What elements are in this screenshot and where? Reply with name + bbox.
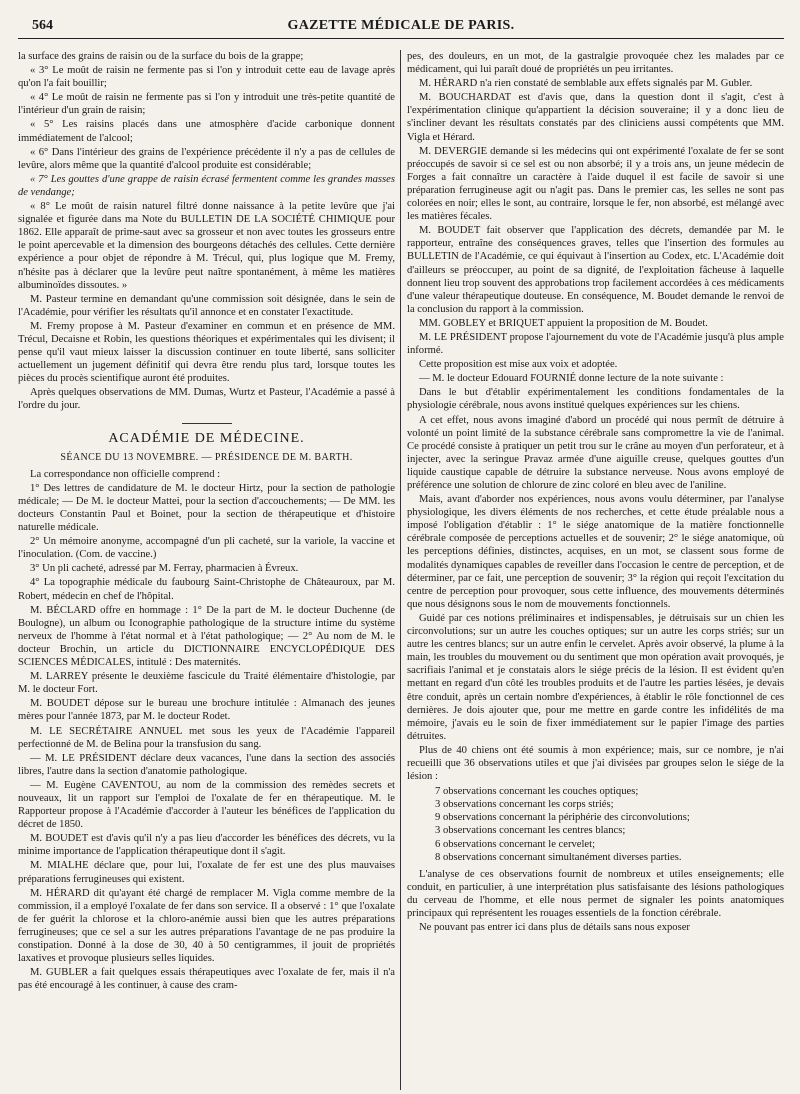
paragraph: — M. le docteur Edouard FOURNIÉ donne lecture de la note suivante : xyxy=(419,373,724,385)
list-item: 3 observations concernant les centres blancs; xyxy=(435,825,626,837)
paragraph: Cette proposition est mise aux voix et adoptée. xyxy=(419,359,618,371)
section-title: ACADÉMIE DE MÉDECINE. xyxy=(108,430,305,446)
paragraph: Après quelques observations de MM. Dumas, Wurtz et Pasteur, l'Académie a passé à l'ordre du jour. xyxy=(18,387,395,412)
paragraph: M. GUBLER a fait quelques essais thérapeutiques avec l'oxalate de fer, mais il n'a pas été encouragé à les continuer, à cause des cram- xyxy=(18,967,395,992)
paragraph: Ne pouvant pas entrer ici dans plus de détails sans nous exposer xyxy=(419,922,690,934)
paragraph: Plus de 40 chiens ont été soumis à mon expérience; mais, sur ce nombre, je n'ai recueilli que 36 observations utiles et que j'ai divisées par groupes selon le siége de la lésion : xyxy=(407,744,784,783)
paragraph: La correspondance non officielle comprend : xyxy=(30,468,221,480)
paragraph: M. HÉRARD dit qu'ayant été chargé de remplacer M. Vigla comme membre de la commission, il a employé l'oxalate de fer dans son service. Il a observé : 1° que l'oxalate de fer guérit la chlorose et la chloro-anémie aussi bien que les autres préparations ferrugineuses; que ce sel a sur les autres préparations l'avantage de ne pas produire la constipation. Donné à la dose de 30, 40 à 50 centigrammes, il jouit de propriétés laxatives et provoque plusieurs selles liquides. xyxy=(18,887,395,965)
paragraph: Guidé par ces notions préliminaires et indispensables, je détruisais sur un chien les circonvolutions; sur un autre les couches optiques; sur un autre les corps striés; sur un autre les centres blancs; sur un autre enfin le cervelet. Après avoir observé, la plume à la main, les troubles du mouvement ou du sentiment que mon opération avait provoqués, je sacrifiais l'animal et je constatais alors le siége précis de la lésion. Il est évident qu'en mettant en regard d'un côté les troubles produits et de l'autre les parties lésées, je devais être conduit, après un certain nombre d'expériences, à établir le rôle fonctionnel de ces dernières. Je dois ajouter que, pour me mettre en garde contre les infidélités de ma mémoire, j'avais eu le soin de fixer immédiatement sur le papier l'image des parties détruites. xyxy=(407,612,784,742)
session-heading: SÉANCE DU 13 NOVEMBRE. — PRÉSIDENCE DE M. BARTH. xyxy=(60,451,353,463)
paragraph: M. BÉCLARD offre en hommage : 1° De la part de M. le docteur Duchenne (de Boulogne), un album ou Iconographie pathologique de la structure intime du système nerveux de l'homme à l'état normal et à l'état pathologique; — 2° Au nom de M. le docteur Brochin, un article du DICTIONNAIRE ENCYCLOPÉDIQUE DES SCIENCES MÉDICALES, intitulé : Des maternités. xyxy=(18,604,395,669)
paragraph: M. BOUCHARDAT est d'avis que, dans la question dont il s'agit, c'est à l'expérimentation clinique qu'appartient la décision souveraine; il y a donc lieu de s'incliner devant les résultats constatés par des cliniciens aussi compétents que MM. Vigla et Hérard. xyxy=(407,92,784,143)
paragraph: M. Fremy propose à M. Pasteur d'examiner en commun et en présence de MM. Trécul, Decaisne et Robin, les questions théoriques et expérimentales qui les divisent; il pense qu'il vaut mieux laisser la discussion continuer en toute liberté, sans solliciter actuellement un jugement définitif qui devra être rendu plus tard, lorsque toutes les pièces du procès scientifique auront été produites. xyxy=(18,320,395,385)
paragraph: Dans le but d'établir expérimentalement les conditions fondamentales de la physiologie cérébrale, nous avons institué quelques expériences sur les chiens. xyxy=(407,387,784,412)
paragraph: M. LE PRÉSIDENT propose l'ajournement du vote de l'Académie jusqu'à plus ample informé. xyxy=(407,331,784,357)
paragraph: 1° Des lettres de candidature de M. le docteur Hirtz, pour la section de pathologie médicale; — De M. le docteur Mattei, pour la section d'accouchements; — De MM. les docteurs Constantin Paul et Boinet, pour la section de thérapeutique et d'histoire naturelle médicale. xyxy=(18,482,395,534)
paragraph: A cet effet, nous avons imaginé d'abord un procédé qui nous permît de détruire à volonté un point limité de la substance cérébrale sans compromettre la vie de l'animal. Ce procédé consiste à pratiquer un petit trou sur le crâne au moyen d'un perforateur, et à injecter, avec la seringue Pravaz armée d'une aiguille creuse, quelques gouttes d'un liquide caustique capable de détruire la substance nerveuse. Nous avons employé de préférence une solution de chlorure de zinc coloré en bleu avec de l'aniline. xyxy=(407,414,784,491)
paragraph: « 4° Le moût de raisin ne fermente pas si l'on y introduit une très-petite quantité de l'intérieur d'un grain de raisin; xyxy=(18,92,395,117)
paragraph: M. LARREY présente le deuxième fascicule du Traité élémentaire d'histologie, par M. le docteur Fort. xyxy=(18,671,395,696)
paragraph: 3° Un pli cacheté, adressé par M. Ferray, pharmacien à Évreux. xyxy=(30,563,299,575)
paragraph: — M. LE PRÉSIDENT déclare deux vacances, l'une dans la section des associés libres, l'autre dans la section d'anatomie pathologique. xyxy=(18,752,395,777)
running-title: GAZETTE MÉDICALE DE PARIS. xyxy=(287,18,515,33)
paragraph: M. LE SECRÉTAIRE ANNUEL met sous les yeux de l'Académie l'appareil perfectionné de M. de Belina pour la transfusion du sang. xyxy=(18,725,395,750)
paragraph: M. Pasteur termine en demandant qu'une commission soit désignée, dans le sein de l'Académie, pour vérifier les résultats qu'il annonce et en constater l'exactitude. xyxy=(18,293,395,318)
paragraph: « 8° Le moût de raisin naturel filtré donne naissance à la petite levûre que j'ai signalée et figurée dans ma Note du BULLETIN DE LA SOCIÉTÉ CHIMIQUE pour 1862. Elle apparaît de prime-saut avec sa grosseur et non avec toutes les grosseurs entre le point apercevable et la dimension des bourgeons détachés des cellules. Cette dernière expérience a pour objet de répondre à M. Trécul, qui, plus logique que M. Fremy, n'hésite pas à déclarer que la levûre peut naître spontanément, à même les matières albuminoïdes dissoutes. » xyxy=(18,201,395,291)
page-header xyxy=(18,16,784,39)
left-column xyxy=(18,50,395,1090)
paragraph: M. BOUDET est d'avis qu'il n'y a pas lieu d'accorder les bénéfices des décrets, vu la minime importance de l'application thérapeutique dont il s'agit. xyxy=(18,833,395,858)
section-divider xyxy=(182,423,232,424)
observations-list xyxy=(407,785,784,864)
paragraph: L'analyse de ces observations fournit de nombreux et utiles enseignements; elle conduit, en particulier, à une interprétation plus satisfaisante des lésions pathologiques du cerveau de l'homme, et elle nous permet de signaler les points anatomiques principaux qui représentent les rouages essentiels de la fonction cérébrale. xyxy=(407,868,784,919)
paragraph: M. BOUDET fait observer que l'application des décrets, demandée par M. le rapporteur, entraîne des conséquences graves, telles que l'insertion des formules au BULLETIN de l'Académie, ce qui équivaut à l'insertion au Codex, etc. L'Académie doit d'ailleurs se préoccuper, au point de sa dignité, de l'exploitation fâcheuse à laquelle donnent lieu trop souvent des approbations trop facilement accordées à ces médicaments d'une valeur thérapeutique douteuse. En conséquence, M. Boudet demande le renvoi de la conclusion du rapport à la commission. xyxy=(407,225,784,315)
list-item: 7 observations concernant les couches optiques; xyxy=(435,786,639,798)
paragraph: la surface des grains de raisin ou de la surface du bois de la grappe; xyxy=(18,51,304,62)
page-number: 564 xyxy=(32,18,53,33)
list-item: 3 observations concernant les corps striés; xyxy=(435,799,614,811)
paragraph: « 7° Les gouttes d'une grappe de raisin écrasé fermentent comme les grandes masses de vendange; xyxy=(18,173,395,198)
paragraph: M. BOUDET dépose sur le bureau une brochure intitulée : Almanach des jeunes mères pour l'année 1873, par M. le docteur Rodet. xyxy=(18,698,395,723)
list-item: 8 observations concernant simultanément diverses parties. xyxy=(435,851,682,863)
paragraph: — M. Eugène CAVENTOU, au nom de la commission des remèdes secrets et nouveaux, lit un rapport sur l'emploi de l'oxalate de fer en thérapeutique. M. le Rapporteur propose à l'Académie d'accorder à l'auteur les bénéfices de l'application du décret de 1850. xyxy=(18,779,395,831)
paragraph: MM. GOBLEY et BRIQUET appuient la proposition de M. Boudet. xyxy=(419,317,708,329)
paragraph: 2° Un mémoire anonyme, accompagné d'un pli cacheté, sur la variole, la vaccine et l'inoculation. (Com. de vaccine.) xyxy=(18,536,395,561)
paragraph: « 3° Le moût de raisin ne fermente pas si l'on y introduit cette eau de lavage après qu'on l'a fait bouillir; xyxy=(18,65,395,90)
paragraph: « 6° Dans l'intérieur des grains de l'expérience précédente il n'y a pas de cellules de levûre, alors même que la quantité d'alcool produite est considérable; xyxy=(18,146,395,171)
paragraph: M. HÉRARD n'a rien constaté de semblable aux effets signalés par M. Gubler. xyxy=(419,78,753,90)
paragraph: 4° La topographie médicale du faubourg Saint-Christophe de Châteauroux, par M. Robert, médecin en chef de l'hôpital. xyxy=(18,577,395,602)
list-item: 9 observations concernant la périphérie des circonvolutions; xyxy=(435,812,690,824)
list-item: 6 observations concernant le cervelet; xyxy=(435,838,596,850)
paragraph: pes, des douleurs, en un mot, de la gastralgie provoquée chez les malades par ce médicament, qui lui paraît doué de propriétés un peu irritantes. xyxy=(407,51,784,76)
column-rule xyxy=(400,50,401,1090)
paragraph: « 5° Les raisins placés dans une atmosphère d'acide carbonique donnent immédiatement de l'alcool; xyxy=(18,119,395,144)
paragraph: Mais, avant d'aborder nos expériences, nous avons voulu déterminer, par l'analyse physiologique, les divers éléments de nos recherches, et cette étude préalable nous a imposé l'obligation d'établir : 1° le siége anatomique de la matière fonctionnelle cérébrale composée de perceptions actuelles et de souvenir; 2° le siége anatomique, où les perceptions définies, distinctes, acquises, en un mot, se classent sous forme de modalités dynamiques capables de reveiller dans l'occasion le centre de perception, et de déterminer, par ce fait, une perception de souvenir; 3° la région qui reçoit l'excitation du centre de perception pour provoquer, sous cette influence, des mouvements déterminés que nous désignons sous le nom de mouvements fonctionnels. xyxy=(407,494,784,610)
right-column xyxy=(407,50,784,1090)
paragraph: M. MIALHE déclare que, pour lui, l'oxalate de fer est une des plus mauvaises préparations ferrugineuses qui existent. xyxy=(18,860,395,885)
paragraph: M. DEVERGIE demande si les médecins qui ont expérimenté l'oxalate de fer se sont préoccupés de savoir si ce sel est ou non absorbé; il y a trois ans, un jeune médecin de Forges a fait connaître un caractère à l'aide duquel il est facile de savoir si une préparation ferrugineuse agit ou n'agit pas. Dans le premier cas, les selles ne sont pas colorées en noir; elles le sont, au contraire, lorsque le fer, non absorbé, est mélangé avec les matières fécales. xyxy=(407,145,784,223)
